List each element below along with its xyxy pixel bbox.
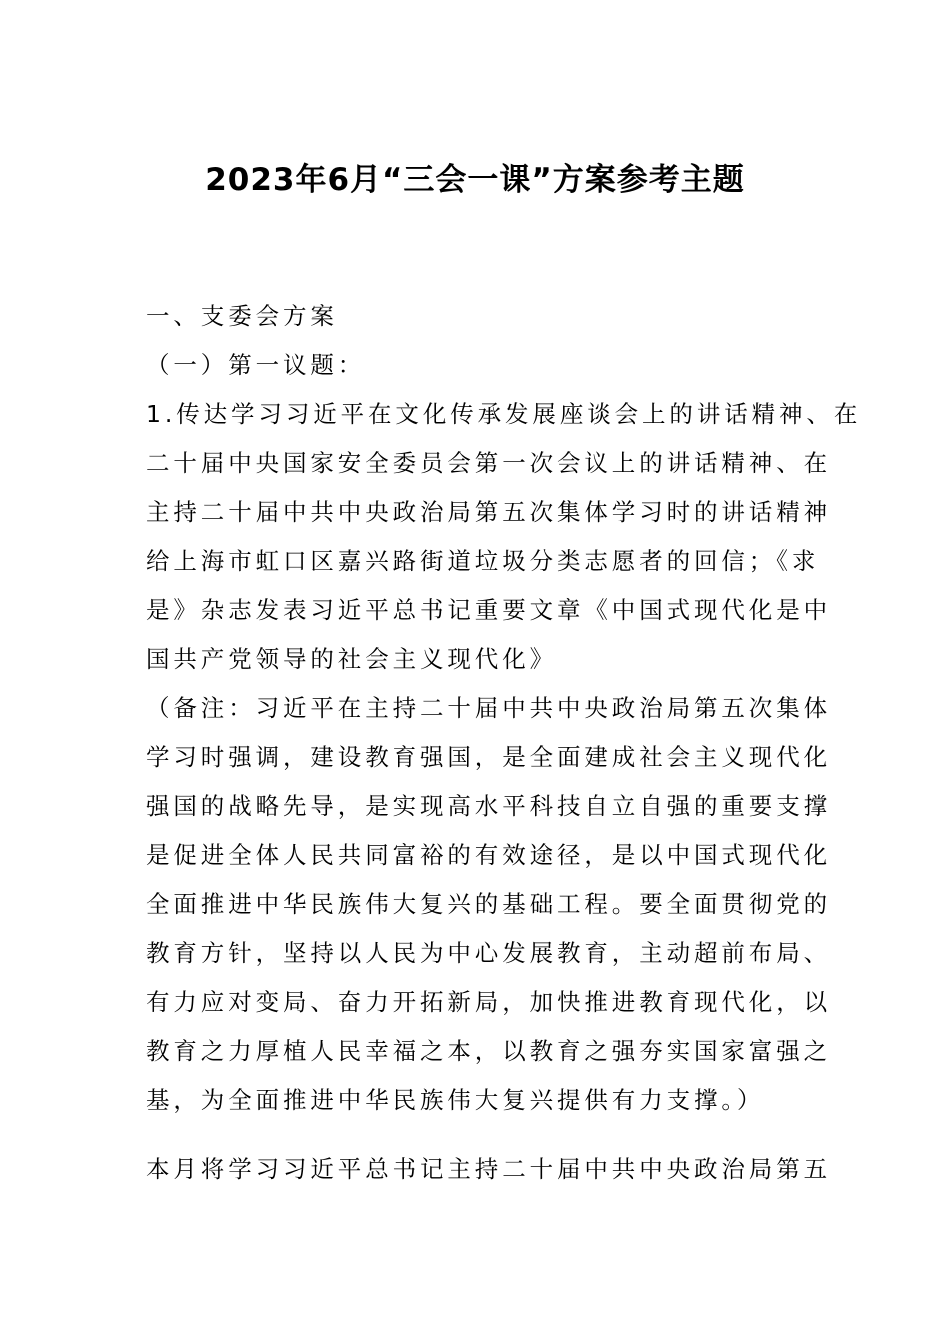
note-paragraph xyxy=(146,684,831,1125)
text-line: 学习时强调，建设教育强国，是全面建成社会主义现代化 xyxy=(146,743,831,771)
agenda-item-1 xyxy=(146,390,862,684)
section-heading: 一、支委会方案 xyxy=(146,302,338,330)
text-line: 给上海市虹口区嘉兴路街道垃圾分类志愿者的回信；《求 xyxy=(146,547,820,575)
text-line: 二十届中央国家安全委员会第一次会议上的讲话精神、在 xyxy=(146,449,831,477)
text-line: 基，为全面推进中华民族伟大复兴提供有力支撑。） xyxy=(146,1086,765,1114)
text-line: 强国的战略先导，是实现高水平科技自立自强的重要支撑 xyxy=(146,792,831,820)
subsection-heading: （一）第一议题： xyxy=(146,351,366,379)
text-line: 主持二十届中共中央政治局第五次集体学习时的讲话精神 xyxy=(146,498,831,526)
text-line: 教育方针，坚持以人民为中心发展教育，主动超前布局、 xyxy=(146,939,831,967)
closing-paragraph: 本月将学习习近平总书记主持二十届中共中央政治局第五 xyxy=(146,1155,831,1183)
text-line: 全面推进中华民族伟大复兴的基础工程。要全面贯彻党的 xyxy=(146,890,831,918)
text-line: （备注：习近平在主持二十届中共中央政治局第五次集体 xyxy=(146,694,831,722)
text-line: 教育之力厚植人民幸福之本，以教育之强夯实国家富强之 xyxy=(146,1037,831,1065)
text-line: 是促进全体人民共同富裕的有效途径，是以中国式现代化 xyxy=(146,841,831,869)
text-line: 有力应对变局、奋力开拓新局，加快推进教育现代化，以 xyxy=(146,988,831,1016)
text-line: 1.传达学习习近平在文化传承发展座谈会上的讲话精神、在 xyxy=(146,400,862,428)
document-title: 2023年6月“三会一课”方案参考主题 xyxy=(205,162,745,198)
text-line: 国共产党领导的社会主义现代化》 xyxy=(146,645,557,673)
text-line: 是》杂志发表习近平总书记重要文章《中国式现代化是中 xyxy=(146,596,831,624)
